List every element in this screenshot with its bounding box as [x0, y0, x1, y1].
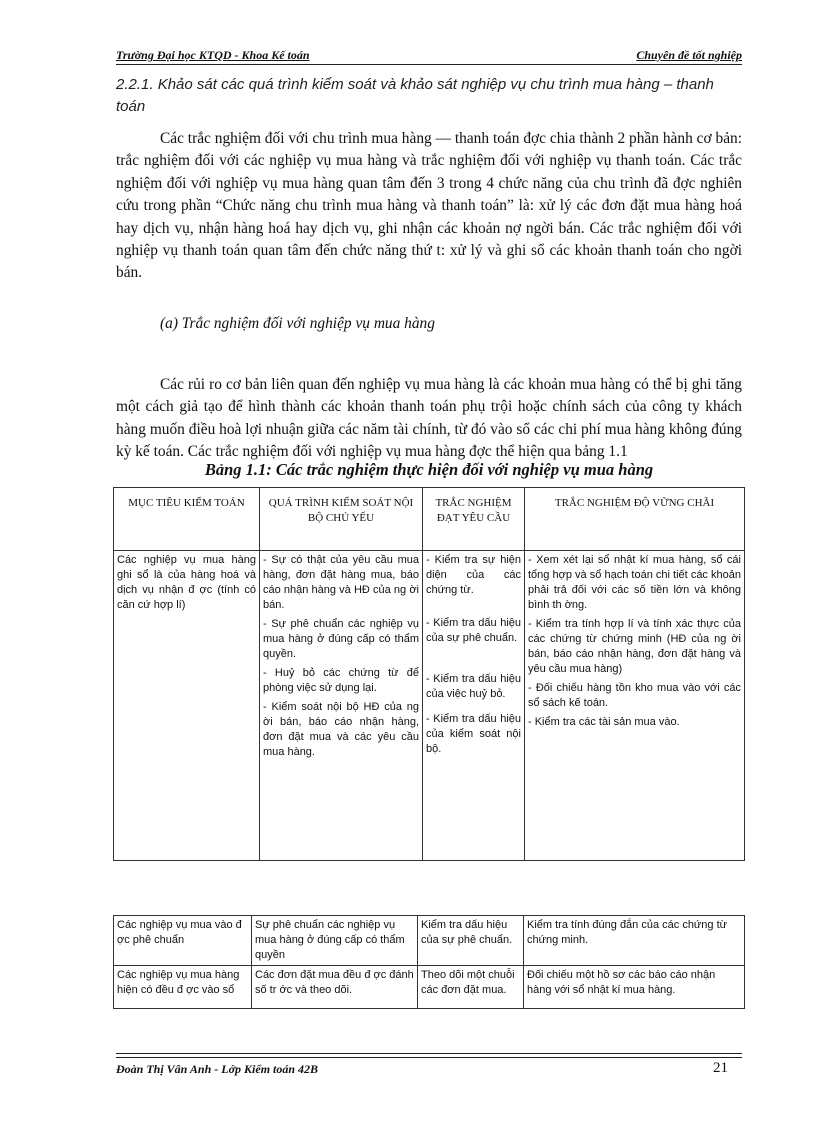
table-cell: Các nghiệp vụ mua vào đ ợc phê chuẩn	[114, 916, 252, 966]
cell-text: - Kiểm tra dấu hiệu của sự phê chuẩn.	[426, 617, 521, 644]
header-document-type: Chuyên đề tốt nghiệp	[636, 48, 742, 62]
table-cell: Kiểm tra dấu hiệu của sự phê chuẩn.	[418, 916, 524, 966]
cell-objective	[114, 551, 260, 861]
footer-divider-top	[116, 1053, 742, 1054]
cell-text: - Huỷ bỏ các chứng từ để phòng việc sử dụng lại.	[263, 667, 419, 694]
cell-text: - Kiểm soát nội bộ HĐ của ng ời bán, báo cáo nhận hàng, đơn đặt mua và các yêu cầu mua hàng.	[263, 701, 419, 758]
cell-text: - Kiểm tra sự hiện diện của các chứng từ.	[426, 554, 521, 596]
table-row	[114, 966, 745, 1009]
cell-text: - Xem xét lại sổ nhật kí mua hàng, sổ cái tổng hợp và sổ hạch toán chi tiết các khoản phải trả đối với các số tiền lớn và không bình th ờng.	[528, 554, 741, 611]
cell-control-tests	[423, 551, 525, 861]
section-title: 2.2.1. Khảo sát các quá trình kiểm soát và khảo sát nghiệp vụ chu trình mua hàng – thanh toán	[116, 76, 714, 115]
cell-text: Các nghiệp vụ mua hàng ghi sổ là của hàng hoá và dịch vụ nhận đ ợc (tính có căn cứ hợp lí)	[117, 554, 256, 611]
tests-table	[113, 487, 745, 861]
table-header-row	[114, 488, 745, 551]
cell-text: - Kiểm tra dấu hiệu của việc huỷ bỏ.	[426, 673, 521, 700]
header-audit-objective: MỤC TIÊU KIỂM TOÁN	[114, 488, 260, 551]
header-substantive-tests: TRẮC NGHIỆM ĐỘ VỮNG CHÃI	[525, 488, 745, 551]
header-internal-control: QUÁ TRÌNH KIỂM SOÁT NỘI BỘ CHỦ YẾU	[260, 488, 423, 551]
cell-text: - Sự phê chuẩn các nghiệp vụ mua hàng ở đúng cấp có thẩm quyền.	[263, 618, 419, 660]
paragraph-intro: Các trắc nghiệm đối với chu trình mua hàng — thanh toán đợc chia thành 2 phần hành cơ bản: trắc nghiệm đối với các nghiệp vụ mua hàng và trắc nghiệm đối với nghiệp vụ thanh toán. Các trắc nghiệm đối với nghiệp vụ mua hàng quan tâm đến 3 trong 4 chức năng của chu trình đã đợc nghiên cứu trong phần “Chức năng chu trình mua hàng và thanh toán” là: xử lý các đơn đặt mua hàng hoá hay dịch vụ, nhận hàng hoá hay dịch vụ, ghi nhận các khoản nợ ngời bán. Các trắc nghiệm đối với nghiệp vụ thanh toán quan tâm đến chức năng thứ t: xử lý và ghi sổ các khoản thanh toán cho ngời bán.	[116, 130, 742, 282]
page-number: 21	[713, 1060, 728, 1076]
table-row	[114, 551, 745, 861]
tests-table-continued	[113, 915, 745, 1009]
table-cell: Sự phê chuẩn các nghiệp vụ mua hàng ở đúng cấp có thẩm quyền	[252, 916, 418, 966]
header-institution: Trường Đại học KTQD - Khoa Kế toán	[116, 48, 310, 62]
cell-text: - Sự có thật của yêu cầu mua hàng, đơn đặt hàng mua, báo cáo nhận hàng và HĐ của ng ời bán.	[263, 554, 419, 611]
cell-text: - Kiểm tra dấu hiệu của kiểm soát nội bộ.	[426, 713, 521, 755]
footer-divider-bottom	[116, 1057, 742, 1058]
header-divider	[116, 64, 742, 65]
table-cell: Theo dõi một chuỗi các đơn đặt mua.	[418, 966, 524, 1009]
table-cell: Đối chiếu một hồ sơ các báo cáo nhận hàng với sổ nhật kí mua hàng.	[524, 966, 745, 1009]
cell-text: - Đối chiếu hàng tồn kho mua vào với các sổ sách kế toán.	[528, 682, 741, 709]
subheading: (a) Trắc nghiệm đối với nghiệp vụ mua hàng	[160, 315, 435, 332]
table-row	[114, 916, 745, 966]
header-control-tests: TRẮC NGHIỆM ĐẠT YÊU CẦU	[423, 488, 525, 551]
table-cell: Kiểm tra tính đúng đắn của các chứng từ chứng minh.	[524, 916, 745, 966]
footer-author: Đoàn Thị Vân Anh - Lớp Kiểm toán 42B	[116, 1062, 319, 1076]
table-cell: Các đơn đặt mua đều đ ợc đánh số tr ớc và theo dõi.	[252, 966, 418, 1009]
cell-substantive-tests	[525, 551, 745, 861]
cell-text: - Kiểm tra tính hợp lí và tính xác thực của các chứng từ chứng minh (HĐ của ng ời bán, báo cáo nhận hàng, đơn đặt hàng và yêu cầu mua hàng)	[528, 618, 741, 675]
table-cell: Các nghiệp vụ mua hàng hiện có đều đ ợc vào sổ	[114, 966, 252, 1009]
page-header	[116, 46, 742, 64]
cell-text: - Kiểm tra các tài sản mua vào.	[528, 716, 680, 728]
paragraph-risks: Các rủi ro cơ bản liên quan đến nghiệp vụ mua hàng là các khoản mua hàng có thể bị ghi tăng một cách giả tạo để hình thành các khoản thanh toán phụ trội hoặc chính sách của công ty khách hàng muốn điều hoà lợi nhuận giữa các năm tài chính, từ đó vào sổ các chi phí mua hàng không đúng kỳ kế toán. Các trắc nghiệm đối với nghiệp vụ mua hàng đợc thể hiện qua bảng 1.1	[116, 376, 742, 461]
table-title: Bảng 1.1: Các trắc nghiệm thực hiện đối với nghiệp vụ mua hàng	[204, 460, 654, 479]
cell-controls	[260, 551, 423, 861]
